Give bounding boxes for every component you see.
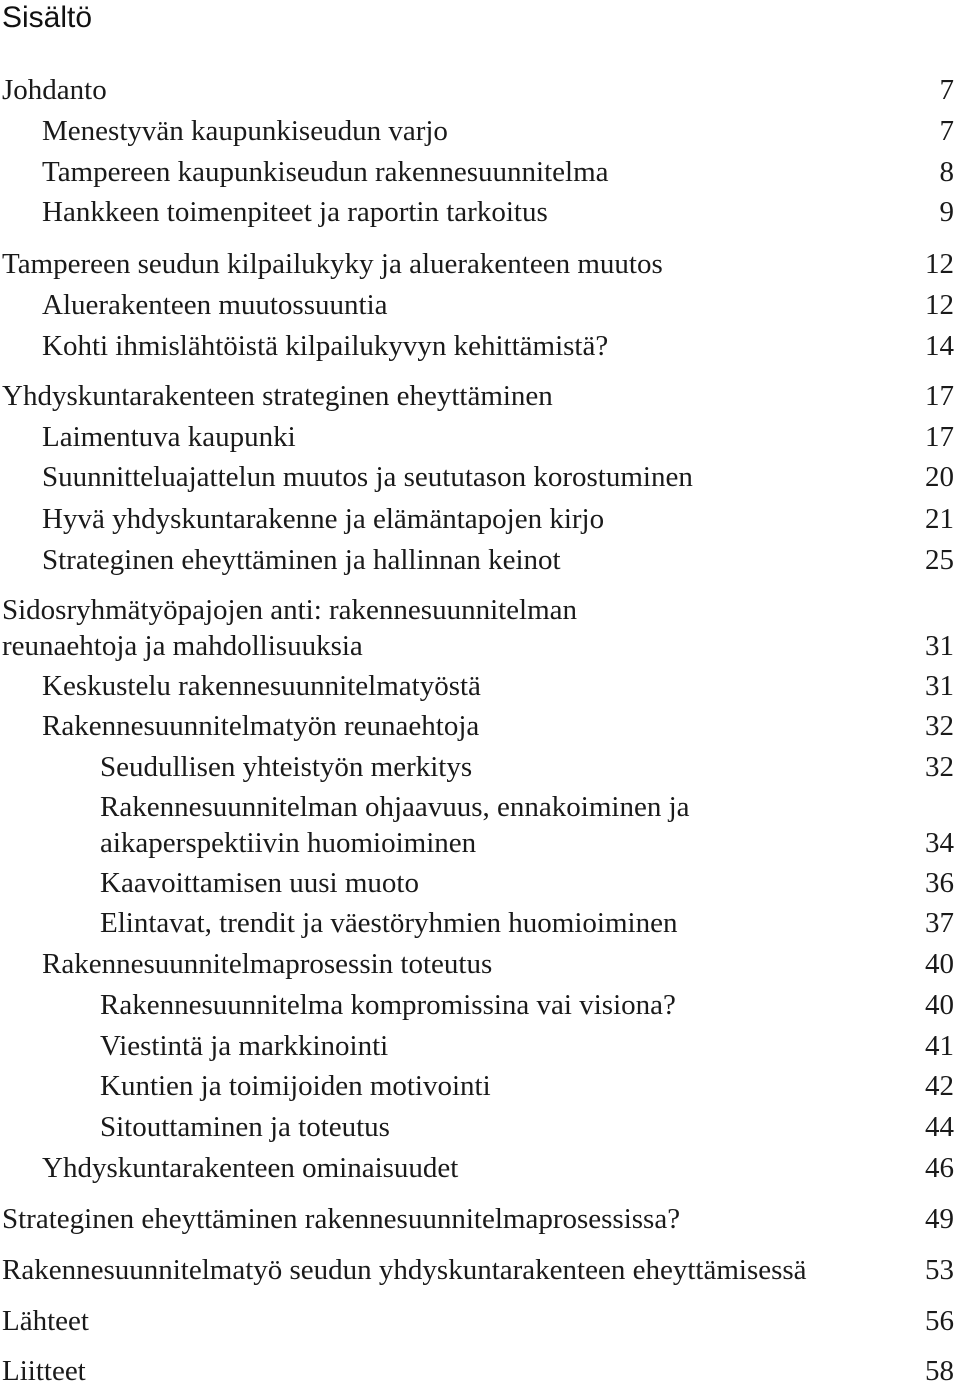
toc-entry-page: 12 <box>925 248 954 280</box>
toc-entry-title: Rakennesuunnitelma kompromissina vai visiona? <box>100 989 676 1021</box>
toc-entry-title: Liitteet <box>2 1355 86 1387</box>
toc-entry-title: Menestyvän kaupunkiseudun varjo <box>42 115 448 147</box>
toc-entry-page: 31 <box>925 670 954 702</box>
toc-entry-page: 14 <box>925 330 954 362</box>
toc-entry-page: 20 <box>925 461 954 493</box>
toc-entry-title: Seudullisen yhteistyön merkitys <box>100 751 473 783</box>
toc-entry-title: Rakennesuunnitelman ohjaavuus, ennakoiminen ja <box>100 791 690 823</box>
toc-entry-title: Lähteet <box>2 1305 89 1337</box>
toc-entry-title: Yhdyskuntarakenteen strateginen eheyttäminen <box>2 380 553 412</box>
toc-entry-page: 58 <box>925 1355 954 1387</box>
toc-entry-page: 56 <box>925 1305 954 1337</box>
toc-entry-page: 36 <box>925 867 954 899</box>
toc-entry-page: 17 <box>925 380 954 412</box>
toc-entry-title: Laimentuva kaupunki <box>42 421 296 453</box>
toc-entry-page: 42 <box>925 1070 954 1102</box>
toc-entry-page: 25 <box>925 544 954 576</box>
toc-entry[interactable] <box>0 790 954 866</box>
toc-entry-title: Rakennesuunnitelmatyö seudun yhdyskuntarakenteen eheyttämisessä <box>2 1254 807 1286</box>
toc-entry-page: 40 <box>925 948 954 980</box>
toc-entry-title: Sitouttaminen ja toteutus <box>100 1111 390 1143</box>
toc-entry-page: 7 <box>939 74 954 106</box>
toc-entry-title: Tampereen seudun kilpailukyky ja aluerakenteen muutos <box>2 248 663 280</box>
toc-entry-title: Kuntien ja toimijoiden motivointi <box>100 1070 491 1102</box>
toc-entry-page: 21 <box>925 503 954 535</box>
toc-entry-title: Strateginen eheyttäminen rakennesuunnitelmaprosessissa? <box>2 1203 681 1235</box>
toc-entry-title: Aluerakenteen muutossuuntia <box>42 289 388 321</box>
toc-entry-title: Kohti ihmislähtöistä kilpailukyvyn kehittämistä? <box>42 330 609 362</box>
toc-entry-title: Viestintä ja markkinointi <box>100 1030 389 1062</box>
toc-entry-page: 32 <box>925 710 954 742</box>
toc-entry[interactable] <box>0 593 954 669</box>
toc-entry-page: 9 <box>939 196 954 228</box>
toc-entry-page: 41 <box>925 1030 954 1062</box>
toc-entry-page: 8 <box>939 156 954 188</box>
toc-entry-page: 37 <box>925 907 954 939</box>
toc-entry-title: Tampereen kaupunkiseudun rakennesuunnitelma <box>42 156 609 188</box>
toc-entry-title-continuation: reunaehtoja ja mahdollisuuksia <box>2 630 363 662</box>
page-title: Sisältö <box>2 1 93 34</box>
toc-entry-page: 17 <box>925 421 954 453</box>
toc-entry-page: 12 <box>925 289 954 321</box>
toc-entry-page: 32 <box>925 751 954 783</box>
toc-entry-title: Hankkeen toimenpiteet ja raportin tarkoitus <box>42 196 548 228</box>
toc-entry-page: 46 <box>925 1152 954 1184</box>
toc-entry-page: 40 <box>925 989 954 1021</box>
toc-entry-page: 49 <box>925 1203 954 1235</box>
toc-entry-title-continuation: aikaperspektiivin huomioiminen <box>100 827 477 859</box>
toc-entry-title: Hyvä yhdyskuntarakenne ja elämäntapojen kirjo <box>42 503 605 535</box>
toc-entry-title: Rakennesuunnitelmaprosessin toteutus <box>42 948 493 980</box>
toc-entry-title: Strateginen eheyttäminen ja hallinnan keinot <box>42 544 561 576</box>
toc-entry-page: 53 <box>925 1254 954 1286</box>
toc-entry-title: Sidosryhmätyöpajojen anti: rakennesuunnitelman <box>2 594 578 626</box>
toc-entry-title: Johdanto <box>2 74 107 106</box>
toc-entry-page: 44 <box>925 1111 954 1143</box>
toc-entry-title: Suunnitteluajattelun muutos ja seututason korostuminen <box>42 461 693 493</box>
toc-entry-page: 31 <box>925 630 954 662</box>
toc-entry-page: 34 <box>925 827 954 859</box>
toc-entry-title: Kaavoittamisen uusi muoto <box>100 867 419 899</box>
toc-entry-title: Yhdyskuntarakenteen ominaisuudet <box>42 1152 459 1184</box>
toc-entry-title: Keskustelu rakennesuunnitelmatyöstä <box>42 670 481 702</box>
toc-entry-title: Elintavat, trendit ja väestöryhmien huomioiminen <box>100 907 678 939</box>
toc-entry-title: Rakennesuunnitelmatyön reunaehtoja <box>42 710 480 742</box>
toc-entry-page: 7 <box>939 115 954 147</box>
